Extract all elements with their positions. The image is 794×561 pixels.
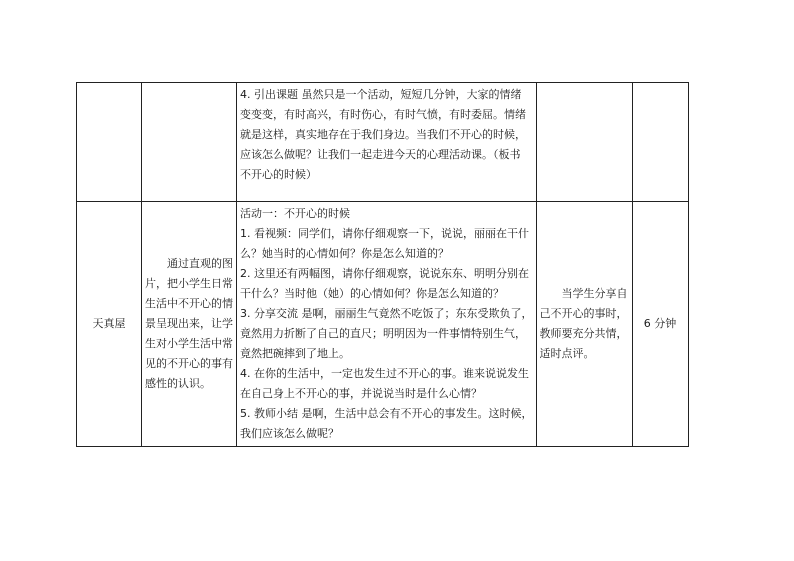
segment-label: 天真屋 [92,317,126,330]
intent-line: 生活中不开心的情 [145,297,233,310]
content-line: 变变变，有时高兴，有时伤心，有时气愤，有时委屈。情绪 [240,108,526,121]
content-cell [237,83,537,202]
time-value: 6 分钟 [643,317,677,330]
content-line: 1. 看视频：同学们，请你仔细观察一下，说说，丽丽在干什 [240,227,529,240]
content-line: 在自己身上不开心的事，并说说当时是什么心情？ [240,387,482,400]
content-line: 竟然把碗摔到了地上。 [240,347,350,360]
notes-line: 己不开心的事时， [539,307,628,320]
content-line: 4. 在你的生活中，一定也发生过不开心的事。谁来说说发生 [240,367,529,380]
intent-cell [142,83,237,202]
content-line: 我们应该怎么做呢？ [240,427,339,440]
intent-line: 片，把小学生日常 [145,277,233,290]
content-line: 竟然用力折断了自己的直尺；明明因为一件事情特别生气， [240,327,526,340]
notes-cell [536,83,632,202]
notes-line: 当学生分享自 [561,287,628,300]
content-line: 应该怎么做呢？让我们一起走进今天的心理活动课。（板书 [240,148,521,161]
notes-cell [536,202,632,447]
time-cell [632,202,688,447]
table-row [77,83,689,202]
content-line: 干什么？当时他（她）的心情如何？你是怎么知道的？ [240,287,504,300]
lesson-plan-table [76,82,689,447]
content-line: 就是这样，真实地存在于我们身边。当我们不开心的时候， [240,128,526,141]
segment-cell [77,202,142,447]
content-line: 2. 这里还有两幅图，请你仔细观察，说说东东、明明分别在 [240,267,529,280]
content-line: 5. 教师小结 是啊，生活中总会有不开心的事发生。这时候， [240,407,533,420]
intent-line: 见的不开心的事有 [145,357,233,370]
notes-line: 教师要充分共情， [539,327,628,340]
content-cell [237,202,537,447]
time-cell [632,83,688,202]
content-line: 4. 引出课题 虽然只是一个活动，短短几分钟，大家的情绪 [240,88,522,101]
content-line: 么？她当时的心情如何？你是怎么知道的？ [240,247,449,260]
segment-cell [77,83,142,202]
content-line: 不开心的时候） [240,168,317,181]
activity-title: 活动一：不开心的时候 [240,207,350,220]
table-row [77,202,689,447]
intent-cell [142,202,237,447]
intent-line: 通过直观的图 [167,257,233,270]
content-line: 3. 分享交流 是啊，丽丽生气竟然不吃饭了；东东受欺负了， [240,307,533,320]
intent-line: 感性的认识。 [145,377,211,390]
notes-line: 适时点评。 [539,347,595,360]
intent-line: 生对小学生活中常 [145,337,233,350]
intent-line: 景呈现出来，让学 [145,317,233,330]
